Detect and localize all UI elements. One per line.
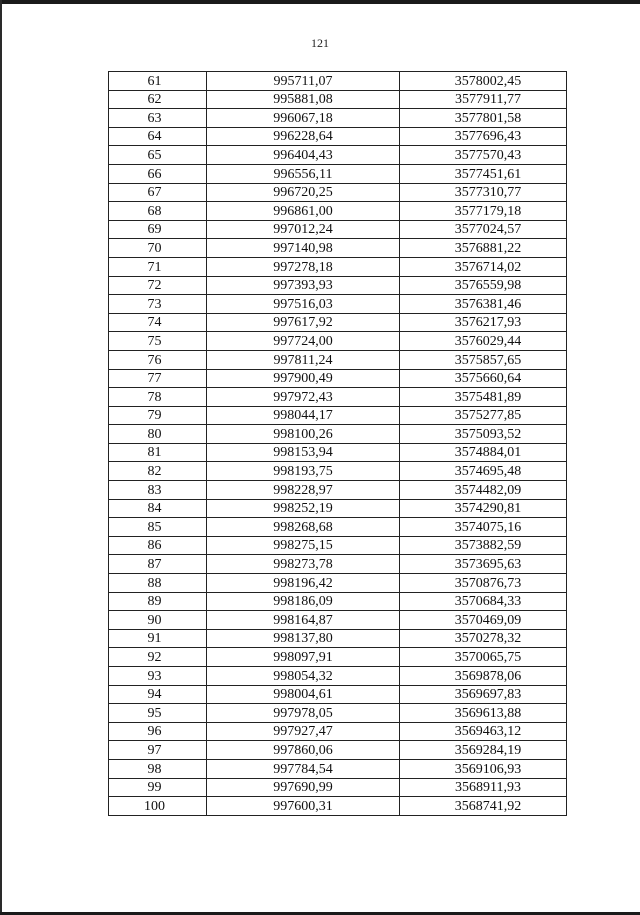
scan-edge-left <box>0 0 2 915</box>
table-row <box>109 536 567 555</box>
y-coordinate-cell: 3569106,93 <box>400 759 567 778</box>
x-coordinate-cell: 998137,80 <box>207 629 400 648</box>
point-number-cell: 79 <box>109 406 207 425</box>
table-row <box>109 722 567 741</box>
y-coordinate-cell: 3568911,93 <box>400 778 567 797</box>
y-coordinate-cell: 3570469,09 <box>400 611 567 630</box>
x-coordinate-cell: 997900,49 <box>207 369 400 388</box>
x-coordinate-cell: 998228,97 <box>207 481 400 500</box>
table-row <box>109 481 567 500</box>
table-row <box>109 555 567 574</box>
table-row <box>109 667 567 686</box>
point-number-cell: 94 <box>109 685 207 704</box>
point-number-cell: 62 <box>109 90 207 109</box>
x-coordinate-cell: 996861,00 <box>207 202 400 221</box>
table-row <box>109 574 567 593</box>
x-coordinate-cell: 996720,25 <box>207 183 400 202</box>
table-row <box>109 332 567 351</box>
table-row <box>109 127 567 146</box>
point-number-cell: 81 <box>109 443 207 462</box>
scan-edge-top <box>0 0 640 4</box>
table-row <box>109 295 567 314</box>
table-row <box>109 685 567 704</box>
table-row <box>109 462 567 481</box>
point-number-cell: 70 <box>109 239 207 258</box>
point-number-cell: 85 <box>109 518 207 537</box>
y-coordinate-cell: 3576714,02 <box>400 257 567 276</box>
x-coordinate-cell: 996404,43 <box>207 146 400 165</box>
y-coordinate-cell: 3569697,83 <box>400 685 567 704</box>
y-coordinate-cell: 3578002,45 <box>400 72 567 91</box>
point-number-cell: 95 <box>109 704 207 723</box>
point-number-cell: 82 <box>109 462 207 481</box>
table-row <box>109 220 567 239</box>
x-coordinate-cell: 998186,09 <box>207 592 400 611</box>
x-coordinate-cell: 997927,47 <box>207 722 400 741</box>
table-row <box>109 797 567 816</box>
x-coordinate-cell: 995711,07 <box>207 72 400 91</box>
x-coordinate-cell: 998196,42 <box>207 574 400 593</box>
table-row <box>109 90 567 109</box>
point-number-cell: 98 <box>109 759 207 778</box>
coordinates-table-body <box>109 72 567 816</box>
table-row <box>109 146 567 165</box>
x-coordinate-cell: 997600,31 <box>207 797 400 816</box>
y-coordinate-cell: 3576029,44 <box>400 332 567 351</box>
point-number-cell: 74 <box>109 313 207 332</box>
point-number-cell: 69 <box>109 220 207 239</box>
point-number-cell: 64 <box>109 127 207 146</box>
table-row <box>109 518 567 537</box>
table-row <box>109 741 567 760</box>
table-row <box>109 164 567 183</box>
point-number-cell: 71 <box>109 257 207 276</box>
y-coordinate-cell: 3569613,88 <box>400 704 567 723</box>
y-coordinate-cell: 3574884,01 <box>400 443 567 462</box>
y-coordinate-cell: 3570876,73 <box>400 574 567 593</box>
y-coordinate-cell: 3577310,77 <box>400 183 567 202</box>
table-row <box>109 388 567 407</box>
x-coordinate-cell: 997516,03 <box>207 295 400 314</box>
x-coordinate-cell: 997393,93 <box>207 276 400 295</box>
table-row <box>109 592 567 611</box>
point-number-cell: 67 <box>109 183 207 202</box>
x-coordinate-cell: 998268,68 <box>207 518 400 537</box>
y-coordinate-cell: 3575857,65 <box>400 350 567 369</box>
point-number-cell: 78 <box>109 388 207 407</box>
point-number-cell: 90 <box>109 611 207 630</box>
point-number-cell: 63 <box>109 109 207 128</box>
table-row <box>109 425 567 444</box>
x-coordinate-cell: 997617,92 <box>207 313 400 332</box>
table-row <box>109 369 567 388</box>
y-coordinate-cell: 3573882,59 <box>400 536 567 555</box>
x-coordinate-cell: 998044,17 <box>207 406 400 425</box>
x-coordinate-cell: 996228,64 <box>207 127 400 146</box>
x-coordinate-cell: 997012,24 <box>207 220 400 239</box>
point-number-cell: 89 <box>109 592 207 611</box>
y-coordinate-cell: 3568741,92 <box>400 797 567 816</box>
x-coordinate-cell: 997140,98 <box>207 239 400 258</box>
y-coordinate-cell: 3575481,89 <box>400 388 567 407</box>
y-coordinate-cell: 3575093,52 <box>400 425 567 444</box>
y-coordinate-cell: 3577911,77 <box>400 90 567 109</box>
point-number-cell: 86 <box>109 536 207 555</box>
x-coordinate-cell: 995881,08 <box>207 90 400 109</box>
point-number-cell: 92 <box>109 648 207 667</box>
point-number-cell: 87 <box>109 555 207 574</box>
point-number-cell: 96 <box>109 722 207 741</box>
x-coordinate-cell: 998273,78 <box>207 555 400 574</box>
y-coordinate-cell: 3569878,06 <box>400 667 567 686</box>
x-coordinate-cell: 996067,18 <box>207 109 400 128</box>
point-number-cell: 61 <box>109 72 207 91</box>
y-coordinate-cell: 3577570,43 <box>400 146 567 165</box>
x-coordinate-cell: 997784,54 <box>207 759 400 778</box>
x-coordinate-cell: 998153,94 <box>207 443 400 462</box>
table-row <box>109 443 567 462</box>
x-coordinate-cell: 997972,43 <box>207 388 400 407</box>
x-coordinate-cell: 997978,05 <box>207 704 400 723</box>
y-coordinate-cell: 3573695,63 <box>400 555 567 574</box>
point-number-cell: 91 <box>109 629 207 648</box>
point-number-cell: 84 <box>109 499 207 518</box>
table-row <box>109 183 567 202</box>
table-row <box>109 629 567 648</box>
x-coordinate-cell: 997278,18 <box>207 257 400 276</box>
point-number-cell: 100 <box>109 797 207 816</box>
point-number-cell: 80 <box>109 425 207 444</box>
point-number-cell: 66 <box>109 164 207 183</box>
table-row <box>109 350 567 369</box>
y-coordinate-cell: 3570684,33 <box>400 592 567 611</box>
x-coordinate-cell: 997860,06 <box>207 741 400 760</box>
y-coordinate-cell: 3570065,75 <box>400 648 567 667</box>
table-row <box>109 257 567 276</box>
y-coordinate-cell: 3577801,58 <box>400 109 567 128</box>
point-number-cell: 99 <box>109 778 207 797</box>
x-coordinate-cell: 997724,00 <box>207 332 400 351</box>
y-coordinate-cell: 3570278,32 <box>400 629 567 648</box>
y-coordinate-cell: 3574290,81 <box>400 499 567 518</box>
table-row <box>109 704 567 723</box>
y-coordinate-cell: 3577024,57 <box>400 220 567 239</box>
page-number: 121 <box>311 36 329 50</box>
table-row <box>109 406 567 425</box>
x-coordinate-cell: 998193,75 <box>207 462 400 481</box>
x-coordinate-cell: 998275,15 <box>207 536 400 555</box>
table-row <box>109 648 567 667</box>
y-coordinate-cell: 3575277,85 <box>400 406 567 425</box>
table-row <box>109 313 567 332</box>
table-row <box>109 778 567 797</box>
point-number-cell: 83 <box>109 481 207 500</box>
point-number-cell: 73 <box>109 295 207 314</box>
point-number-cell: 88 <box>109 574 207 593</box>
x-coordinate-cell: 998252,19 <box>207 499 400 518</box>
y-coordinate-cell: 3576381,46 <box>400 295 567 314</box>
y-coordinate-cell: 3574695,48 <box>400 462 567 481</box>
x-coordinate-cell: 998004,61 <box>207 685 400 704</box>
y-coordinate-cell: 3569284,19 <box>400 741 567 760</box>
y-coordinate-cell: 3575660,64 <box>400 369 567 388</box>
x-coordinate-cell: 998097,91 <box>207 648 400 667</box>
table-row <box>109 276 567 295</box>
x-coordinate-cell: 997690,99 <box>207 778 400 797</box>
point-number-cell: 76 <box>109 350 207 369</box>
x-coordinate-cell: 998164,87 <box>207 611 400 630</box>
y-coordinate-cell: 3569463,12 <box>400 722 567 741</box>
table-row <box>109 239 567 258</box>
y-coordinate-cell: 3574482,09 <box>400 481 567 500</box>
table-row <box>109 499 567 518</box>
point-number-cell: 75 <box>109 332 207 351</box>
table-row <box>109 72 567 91</box>
y-coordinate-cell: 3577179,18 <box>400 202 567 221</box>
point-number-cell: 65 <box>109 146 207 165</box>
x-coordinate-cell: 996556,11 <box>207 164 400 183</box>
table-row <box>109 611 567 630</box>
coordinates-table <box>108 71 567 816</box>
y-coordinate-cell: 3574075,16 <box>400 518 567 537</box>
table-row <box>109 109 567 128</box>
point-number-cell: 77 <box>109 369 207 388</box>
x-coordinate-cell: 998054,32 <box>207 667 400 686</box>
y-coordinate-cell: 3576217,93 <box>400 313 567 332</box>
table-row <box>109 759 567 778</box>
point-number-cell: 93 <box>109 667 207 686</box>
x-coordinate-cell: 997811,24 <box>207 350 400 369</box>
point-number-cell: 68 <box>109 202 207 221</box>
table-row <box>109 202 567 221</box>
x-coordinate-cell: 998100,26 <box>207 425 400 444</box>
y-coordinate-cell: 3576881,22 <box>400 239 567 258</box>
y-coordinate-cell: 3577696,43 <box>400 127 567 146</box>
y-coordinate-cell: 3576559,98 <box>400 276 567 295</box>
point-number-cell: 97 <box>109 741 207 760</box>
y-coordinate-cell: 3577451,61 <box>400 164 567 183</box>
point-number-cell: 72 <box>109 276 207 295</box>
